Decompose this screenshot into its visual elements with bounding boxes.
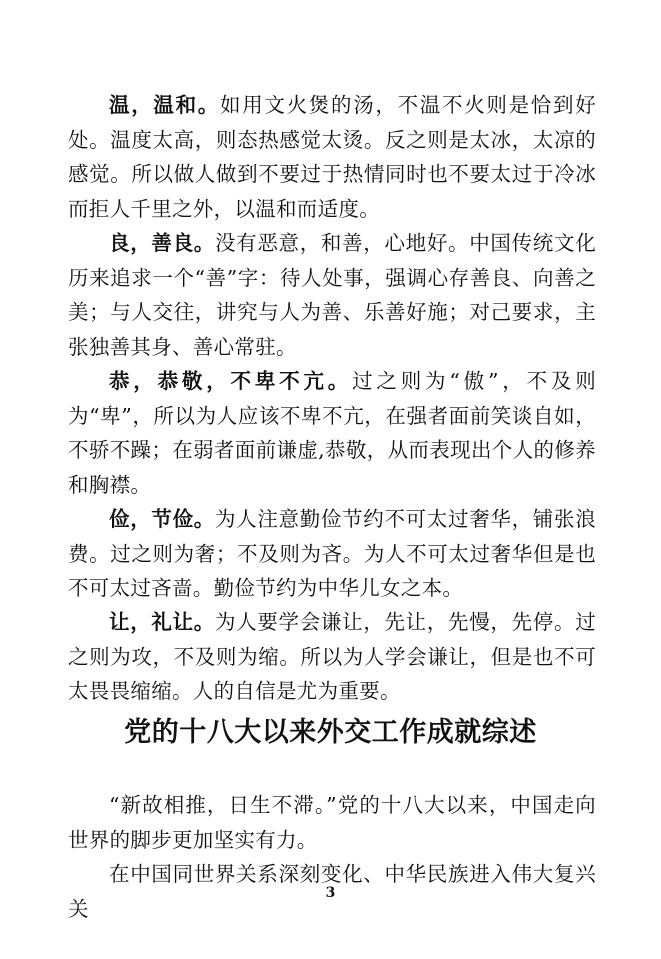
paragraph-term: 恭，恭敬，不卑不亢。 <box>109 369 353 393</box>
section-title: 党的十八大以来外交工作成就综述 <box>124 717 537 748</box>
section-paragraph: “新故相推，日生不滞。”党的十八大以来，中国走向世界的脚步更加坚实有力。 <box>68 793 596 852</box>
paragraph-wen <box>68 88 596 226</box>
paragraph-term: 俭，节俭。 <box>109 507 215 531</box>
page-number: 3 <box>325 885 336 901</box>
paragraph-gong <box>68 364 596 502</box>
paragraph-text: 没有恶意，和善，心地好。中国传统文化历来追求一个“善”字：待人处事，强调心存善良、向善之美；与人交往，讲究与人为善、乐善好施；对己要求，主张独善其身、善心常驻。 <box>68 231 596 359</box>
paragraph-rang <box>68 605 596 709</box>
section-paragraph: 在中国同世界关系深刻变化、中华民族进入伟大复兴关 <box>68 862 596 921</box>
paragraph-term: 温，温和。 <box>109 93 220 117</box>
paragraph-term: 良，善良。 <box>109 231 215 255</box>
paragraph-liang <box>68 226 596 364</box>
paragraph-text: 如用文火煲的汤，不温不火则是恰到好处。温度太高，则态热感觉太烫。反之则是太冰，太凉的感觉。所以做人做到不要过于热情同时也不要太过于冷冰而拒人千里之外，以温和而适度。 <box>68 93 596 221</box>
paragraph-text: 为人注意勤俭节约不可太过奢华，铺张浪费。过之则为奢；不及则为吝。为人不可太过奢华但是也不可太过吝啬。勤俭节约为中华儿女之本。 <box>68 507 596 600</box>
paragraph-text: 过之则为“傲”，不及则为“卑”，所以为人应该不卑不亢，在强者面前笑谈自如，不骄不躁；在弱者面前谦虚,恭敬，从而表现出个人的修养和胸襟。 <box>68 369 597 497</box>
paragraph-jian <box>68 502 596 606</box>
paragraph-text: 为人要学会谦让，先让，先慢，先停。过之则为攻，不及则为缩。所以为人学会谦让，但是也不可太畏畏缩缩。人的自信是尤为重要。 <box>68 610 596 703</box>
paragraph-term: 让，礼让。 <box>109 610 215 634</box>
